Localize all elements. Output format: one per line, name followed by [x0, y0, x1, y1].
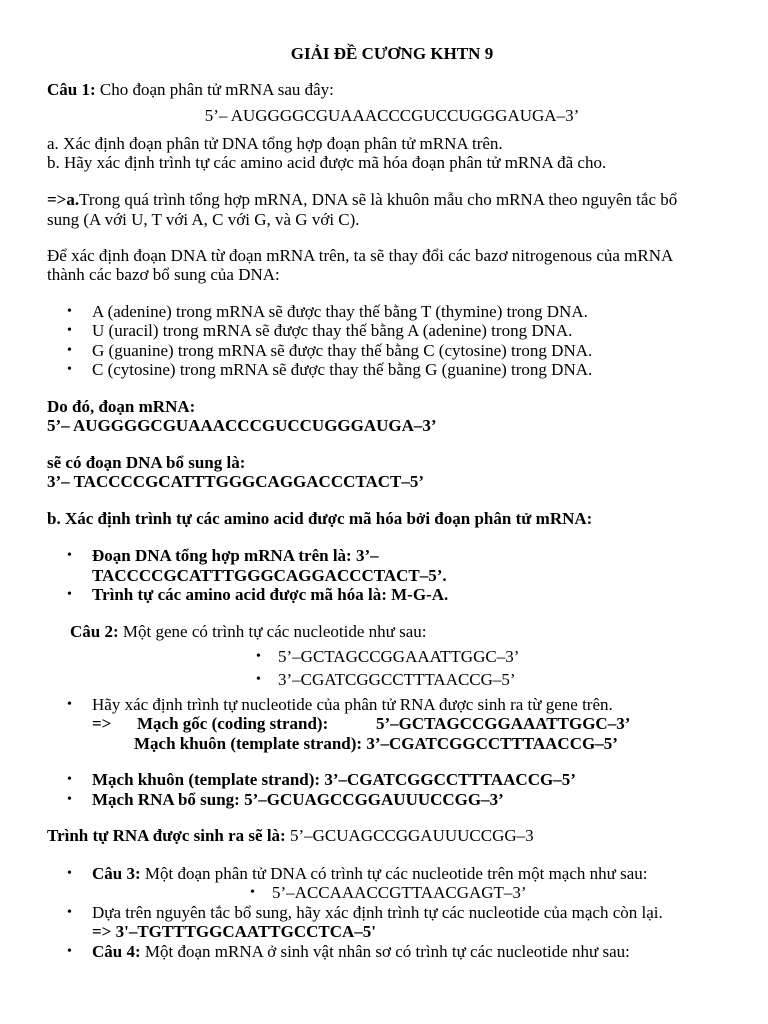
page-title: GIẢI ĐỀ CƯƠNG KHTN 9	[290, 44, 494, 63]
question-3-strand: • 5’–ACCAAACCGTTAACGAGT–3’	[250, 883, 527, 902]
rule-item: • C (cytosine) trong mRNA sẽ được thay thế bằng G (guanine) trong DNA.	[67, 360, 593, 379]
question-3-task: • Dựa trên nguyên tắc bổ sung, hãy xác định trình tự các nucleotide của mạch còn lại.	[67, 903, 663, 922]
question-4-intro: • Câu 4: Một đoạn mRNA ở sinh vật nhân sơ có trình tự các nucleotide như sau:	[67, 942, 630, 961]
gene-strand: • 3’–CGATCGGCCTTTAACCG–5’	[256, 670, 516, 689]
question-1a: a. Xác định đoạn phân tử DNA tổng hợp đoạn phân tử mRNA trên.	[47, 134, 503, 153]
question-3-intro: • Câu 3: Một đoạn phân tử DNA có trình tự các nucleotide trên một mạch như sau:	[67, 864, 648, 883]
rule-item: • A (adenine) trong mRNA sẽ được thay thế bằng T (thymine) trong DNA.	[67, 302, 588, 321]
answer-a-line-2: sung (A với U, T với A, C với G, và G với C).	[47, 210, 360, 229]
part-b-item-continued: TACCCCGCATTTGGGCAGGACCCTACT–5’.	[92, 566, 447, 585]
part-b-heading: b. Xác định trình tự các amino acid được mã hóa bởi đoạn phân tử mRNA:	[47, 509, 593, 528]
para-2-line-2: thành các bazơ bổ sung của DNA:	[47, 265, 280, 284]
part-b-item: • Đoạn DNA tổng hợp mRNA trên là: 3’–	[67, 546, 379, 565]
dna-label: sẽ có đoạn DNA bổ sung là:	[47, 453, 246, 472]
gene-strand: • 5’–GCTAGCCGGAAATTGGC–3’	[256, 647, 520, 666]
question-1-intro: Câu 1: Cho đoạn phân tử mRNA sau đây:	[47, 80, 334, 99]
rna-result: Trình tự RNA được sinh ra sẽ là: 5’–GCUAGCCGGAUUUCCGG–3	[47, 826, 534, 845]
part-b-item: • Trình tự các amino acid được mã hóa là: M-G-A.	[67, 585, 449, 604]
question-2-task: • Hãy xác định trình tự nucleotide của phân tử RNA được sinh ra từ gene trên.	[67, 695, 613, 714]
question-3-answer: => 3'–TGTTTGGCAATTGCCTCA–5'	[92, 922, 377, 941]
answer-a-line-1: =>a.Trong quá trình tổng hợp mRNA, DNA sẽ là khuôn mẫu cho mRNA theo nguyên tắc bổ	[47, 190, 678, 209]
question-1-sequence: 5’– AUGGGGCGUAAACCCGUCCUGGGAUGA–3’	[204, 106, 580, 125]
question-1b: b. Hãy xác định trình tự các amino acid được mã hóa đoạn phân tử mRNA đã cho.	[47, 153, 607, 172]
summary-item: • Mạch RNA bổ sung: 5’–GCUAGCCGGAUUUCCGG–3’	[67, 790, 504, 809]
therefore-sequence: 5’– AUGGGGCGUAAACCCGUCCUGGGAUGA–3’	[47, 416, 437, 435]
therefore-label: Do đó, đoạn mRNA:	[47, 397, 196, 416]
dna-sequence: 3’– TACCCCGCATTTGGGCAGGACCCTACT–5’	[47, 472, 425, 491]
question-2-intro: Câu 2: Một gene có trình tự các nucleotide như sau:	[70, 622, 427, 641]
rule-item: • G (guanine) trong mRNA sẽ được thay thế bằng C (cytosine) trong DNA.	[67, 341, 593, 360]
para-2-line-1: Để xác định đoạn DNA từ đoạn mRNA trên, ta sẽ thay đổi các bazơ nitrogenous của mRNA	[47, 246, 674, 265]
template-strand-line: Mạch khuôn (template strand): 3’–CGATCGGCCTTTAACCG–5’	[134, 734, 618, 753]
summary-item: • Mạch khuôn (template strand): 3’–CGATCGGCCTTTAACCG–5’	[67, 770, 576, 789]
rule-item: • U (uracil) trong mRNA sẽ được thay thế bằng A (adenine) trong DNA.	[67, 321, 573, 340]
coding-strand-line: => Mạch gốc (coding strand): 5’–GCTAGCCGGAAATTGGC–3’	[92, 714, 631, 733]
